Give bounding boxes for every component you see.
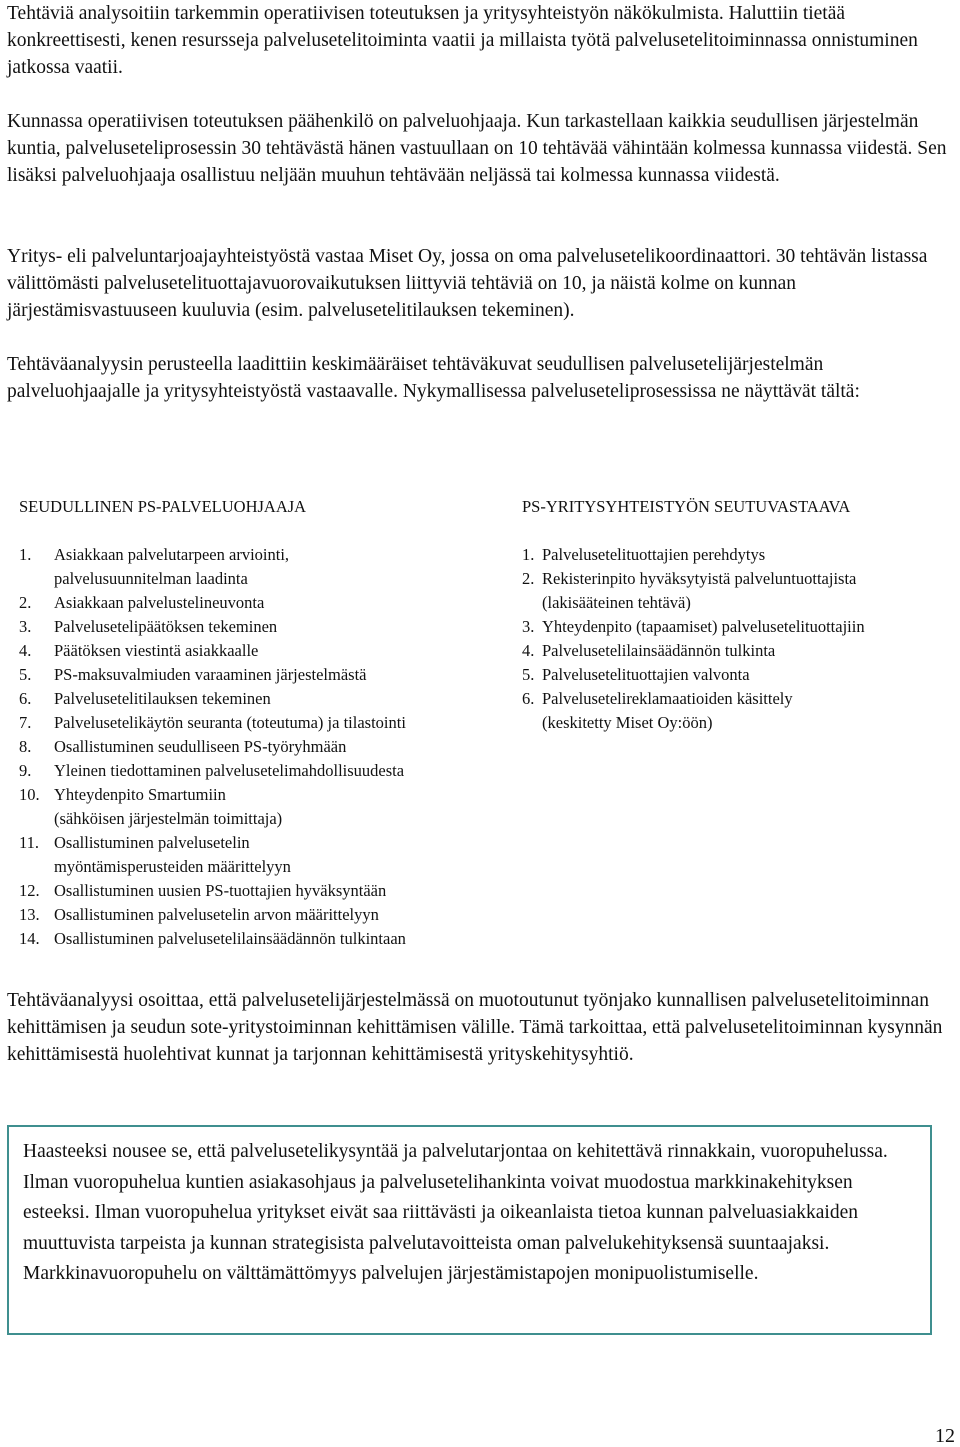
list-item-number: 13. [19, 905, 40, 924]
business-contact-task-list [522, 543, 952, 735]
list-item-text: Palvelusetelitilauksen tekeminen [54, 689, 271, 708]
list-item [19, 543, 499, 591]
list-item-text: Asiakkaan palvelustelineuvonta [54, 593, 265, 612]
right-column-heading: PS-YRITYSYHTEISTYÖN SEUTUVASTAAVA [522, 497, 851, 516]
list-item-number: 6. [19, 689, 32, 708]
list-item-text-continued: myöntämisperusteiden määrittelyyn [54, 857, 291, 876]
list-item [522, 615, 952, 639]
list-item-number: 10. [19, 785, 40, 804]
list-item-text-continued: (lakisääteinen tehtävä) [542, 593, 691, 612]
list-item-text: Palvelusetelikäytön seuranta (toteutuma) ja tilastointi [54, 713, 406, 732]
list-item [19, 879, 499, 903]
list-item [19, 663, 499, 687]
list-item-text-continued: palvelusuunnitelman laadinta [54, 569, 248, 588]
list-item-text: Palvelusetelipäätöksen tekeminen [54, 617, 278, 636]
list-item [19, 903, 499, 927]
list-item-text: Palvelusetelituottajien perehdytys [542, 545, 766, 564]
list-item [19, 759, 499, 783]
intro-paragraph: Tehtäviä analysoitiin tarkemmin operatiivisen toteutuksen ja yritysyhteistyön näkökulmista. Haluttiin tietää konkreettisesti, kenen resursseja palvelusetelitoiminta vaatii ja millaista työtä palvelusetelitoiminnassa onnistuminen jatkossa vaatii. [7, 3, 918, 78]
list-item-text-continued: (sähköisen järjestelmän toimittaja) [54, 809, 283, 828]
list-item [522, 639, 952, 663]
business-cooperation-paragraph: Yritys- eli palveluntarjoajayhteistyöstä vastaa Miset Oy, jossa on oma palvelusetelikoordinaattori. 30 tehtävän listassa välittömästi palvelusetelituottajavuorovaikutuksen liittyviä tehtäviä on 10, ja näistä kolme on kunnan järjestämisvastuuseen kuuluvia (esim. palvelusetelitilauksen tekeminen). [7, 246, 928, 321]
list-item [522, 663, 952, 687]
list-item-text-continued: (keskitetty Miset Oy:öön) [542, 713, 713, 732]
list-item [522, 567, 952, 615]
list-item [19, 711, 499, 735]
list-item [19, 591, 499, 615]
task-analysis-paragraph: Tehtäväanalyysin perusteella laadittiin keskimääräiset tehtäväkuvat seudullisen palvelusetelijärjestelmän palveluohjaajalle ja yritysyhteistyöstä vastaavalle. Nykymallisessa palveluseteliprosessissa ne näyttävät tältä: [7, 354, 860, 402]
list-item-text: Yhteydenpito Smartumiin [54, 785, 226, 804]
list-item-number: 3. [19, 617, 32, 636]
list-item-text: Osallistuminen palvelusetelilainsäädännön tulkintaan [54, 929, 406, 948]
list-item-number: 4. [522, 641, 535, 660]
list-item-number: 1. [19, 545, 32, 564]
list-item [19, 735, 499, 759]
list-item-text: Osallistuminen palvelusetelin arvon määrittelyyn [54, 905, 379, 924]
list-item [522, 687, 952, 735]
list-item-text: Palvelusetelilainsäädännön tulkinta [542, 641, 776, 660]
list-item-number: 2. [19, 593, 32, 612]
list-item-text: Yhteydenpito (tapaamiset) palvelusetelituottajiin [542, 617, 865, 636]
list-item-number: 1. [522, 545, 535, 564]
list-item-number: 12. [19, 881, 40, 900]
list-item [19, 783, 499, 831]
list-item-number: 6. [522, 689, 535, 708]
list-item [522, 543, 952, 567]
list-item [19, 615, 499, 639]
service-guide-task-list [19, 543, 499, 951]
list-item-text: Osallistuminen palvelusetelin [54, 833, 250, 852]
list-item-text: Yleinen tiedottaminen palvelusetelimahdollisuudesta [54, 761, 405, 780]
list-item-text: Rekisterinpito hyväksytyistä palveluntuottajista [542, 569, 857, 588]
list-item [19, 687, 499, 711]
list-item-number: 2. [522, 569, 535, 588]
list-item [19, 639, 499, 663]
list-item-number: 5. [19, 665, 32, 684]
service-guide-paragraph: Kunnassa operatiivisen toteutuksen päähenkilö on palveluohjaaja. Kun tarkastellaan kaikkia seudullisen järjestelmän kuntia, palveluseteliprosessin 30 tehtävästä hänen vastuullaan on 10 tehtävää vähintään kolmessa kunnassa viidestä. Sen lisäksi palveluohjaaja osallistuu neljään muuhun tehtävään neljässä tai kolmessa kunnassa viidestä. [7, 111, 947, 186]
list-item-number: 8. [19, 737, 32, 756]
page-number: 12 [935, 1425, 955, 1447]
callout-text: Haasteeksi nousee se, että palvelusetelikysyntää ja palvelutarjontaa on kehitettävä rinnakkain, vuoropuhelussa. Ilman vuoropuhelua kuntien asiakasohjaus ja palvelusetelihankinta voivat muodostua markkinakehityksen esteeksi. Ilman vuoropuhelua yritykset eivät saa riittävästi ja oikeanlaista tietoa kunnan palveluasiakkaiden muuttuvista tarpeista ja kunnan strategisista palvelutavoitteista oman palvelukehityksensä suuntaajaksi. Markkinavuoropuhelu on välttämättömyys palvelujen järjestämistapojen monipuolistumiselle. [23, 1141, 888, 1284]
list-item [19, 831, 499, 879]
list-item-number: 7. [19, 713, 32, 732]
list-item-number: 11. [19, 833, 40, 852]
list-item-text: Osallistuminen uusien PS-tuottajien hyväksyntään [54, 881, 387, 900]
list-item-text: Palvelusetelituottajien valvonta [542, 665, 750, 684]
list-item-number: 5. [522, 665, 535, 684]
list-item-text: Osallistuminen seudulliseen PS-työryhmään [54, 737, 347, 756]
list-item-number: 3. [522, 617, 535, 636]
list-item-text: Asiakkaan palvelutarpeen arviointi, [54, 545, 290, 564]
list-item-text: PS-maksuvalmiuden varaaminen järjestelmästä [54, 665, 367, 684]
conclusion-paragraph: Tehtäväanalyysi osoittaa, että palvelusetelijärjestelmässä on muotoutunut työnjako kunnallisen palvelusetelitoiminnan kehittämisen ja seudun sote-yritystoiminnan kehittämisen välille. Tämä tarkoittaa, että palvelusetelitoiminnan kysynnän kehittämisestä huolehtivat kunnat ja tarjonnan kehittämisestä yrityskehitysyhtiö. [7, 990, 943, 1065]
list-item-number: 9. [19, 761, 32, 780]
list-item-number: 4. [19, 641, 32, 660]
left-column-heading: SEUDULLINEN PS-PALVELUOHJAAJA [19, 497, 307, 516]
list-item-text: Palvelusetelireklamaatioiden käsittely [542, 689, 793, 708]
list-item [19, 927, 499, 951]
callout-box [7, 1125, 932, 1335]
list-item-text: Päätöksen viestintä asiakkaalle [54, 641, 259, 660]
list-item-number: 14. [19, 929, 40, 948]
